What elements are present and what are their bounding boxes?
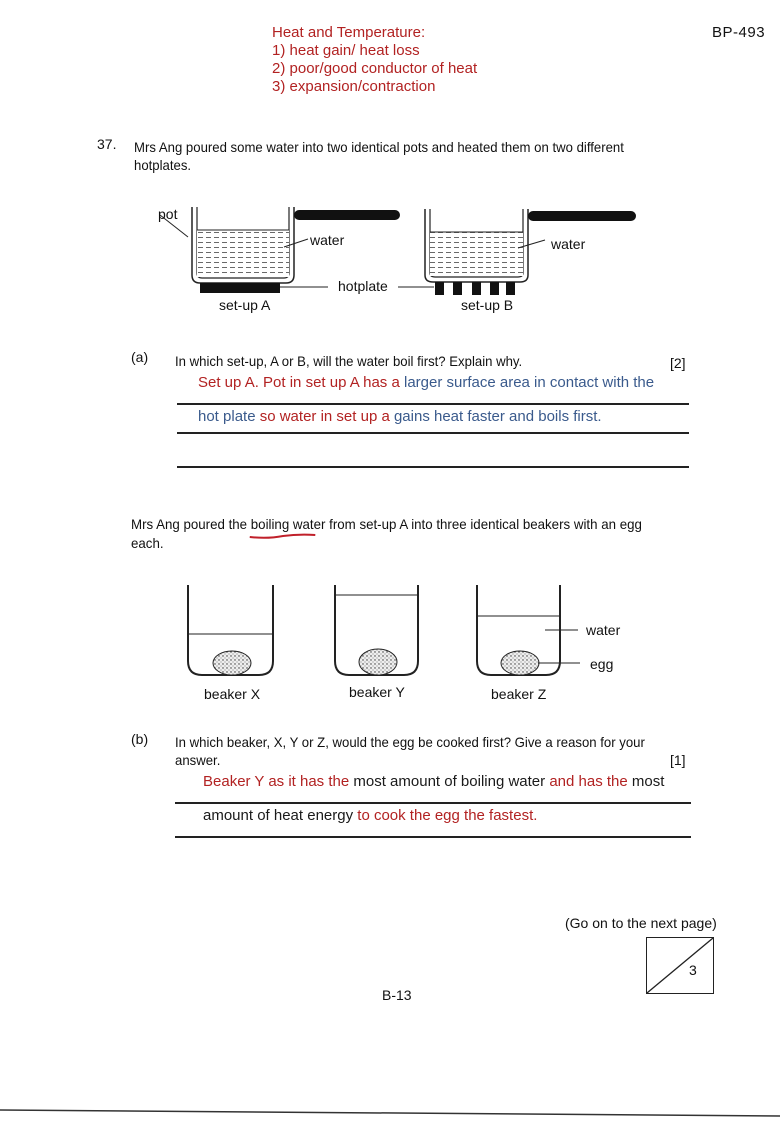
- label-beaker-z: beaker Z: [491, 686, 547, 702]
- answer-text: most: [631, 773, 665, 790]
- part-a-question: In which set-up, A or B, will the water boil first? Explain why.: [175, 353, 523, 369]
- topic-header: [272, 24, 477, 96]
- page-number-box: [646, 937, 714, 994]
- underlined-phrase: [251, 516, 326, 532]
- answer-text: hot plate: [198, 408, 260, 425]
- answer-text: Set up A. Pot in set up A has a: [198, 374, 404, 391]
- answer-line: [177, 432, 689, 434]
- answer-text: Beaker Y as it has the: [203, 773, 354, 790]
- question-text: In which beaker, X, Y or Z, would the egg be cooked first? Give a reason for your: [175, 734, 645, 750]
- intro-text: Mrs Ang poured the: [131, 516, 251, 532]
- part-a-answer-line2[interactable]: [198, 408, 602, 425]
- label-setup-a: set-up A: [219, 297, 271, 313]
- diagonal-line-icon: [647, 938, 713, 993]
- part-b-answer-line1[interactable]: [203, 773, 664, 790]
- paper-code: BP-493: [712, 24, 766, 41]
- question-intro: [134, 138, 660, 174]
- part-b-label: (b): [131, 731, 149, 747]
- scan-edge-line: [0, 1108, 780, 1118]
- answer-text: so water in set up a: [259, 408, 394, 425]
- part-a-label: (a): [131, 349, 149, 365]
- answer-line: [175, 802, 691, 804]
- topic-item: 1) heat gain/ heat loss: [272, 42, 420, 59]
- label-pot: pot: [158, 206, 178, 222]
- label-egg: egg: [590, 656, 614, 672]
- topic-title: Heat and Temperature:: [272, 24, 426, 41]
- beaker-z-icon: [477, 585, 580, 675]
- intro-text: boiling water: [250, 516, 326, 532]
- label-beaker-y: beaker Y: [349, 684, 405, 700]
- part-b-marks: [1]: [670, 752, 686, 768]
- label-hotplate: hotplate: [338, 278, 388, 294]
- answer-text: gains heat faster and boils first.: [393, 408, 602, 425]
- question-intro-2: [131, 515, 682, 553]
- next-page-note: (Go on to the next page): [565, 915, 717, 931]
- part-a-marks: [2]: [670, 355, 686, 371]
- question-number: 37.: [97, 136, 117, 152]
- part-b-answer-line2[interactable]: [203, 807, 537, 824]
- answer-text: larger surface area in contact with the: [403, 374, 655, 391]
- label-water-b: water: [551, 236, 586, 252]
- page-code: B-13: [382, 987, 412, 1003]
- intro-text: from set-up A into three identical beakers with an egg: [325, 516, 642, 532]
- label-beaker-x: beaker X: [204, 686, 261, 702]
- answer-line: [177, 403, 689, 405]
- beaker-y-icon: [335, 585, 418, 675]
- answer-text: and has the: [549, 773, 632, 790]
- page-box-number: 3: [689, 962, 697, 978]
- beaker-x-icon: [188, 585, 273, 675]
- part-a-answer-line1[interactable]: [198, 374, 654, 391]
- pot-b-icon: [398, 209, 636, 295]
- label-setup-b: set-up B: [461, 297, 514, 313]
- question-text: answer.: [175, 752, 221, 768]
- question-intro-line: Mrs Ang poured some water into two identical pots and heated them on two different: [134, 139, 624, 155]
- topic-item: 3) expansion/contraction: [272, 78, 436, 95]
- answer-text: most amount of boiling water: [353, 773, 550, 790]
- answer-text: amount of heat energy: [203, 807, 358, 824]
- answer-line: [177, 466, 689, 468]
- label-water-a: water: [310, 232, 345, 248]
- answer-text: to cook the egg the fastest.: [357, 807, 538, 824]
- beakers-diagram: [170, 575, 640, 685]
- label-water: water: [586, 622, 621, 638]
- answer-line: [175, 836, 691, 838]
- topic-item: 2) poor/good conductor of heat: [272, 60, 478, 77]
- intro-text: each.: [131, 535, 164, 551]
- question-intro-line: hotplates.: [134, 157, 192, 173]
- part-b-question: [175, 733, 645, 769]
